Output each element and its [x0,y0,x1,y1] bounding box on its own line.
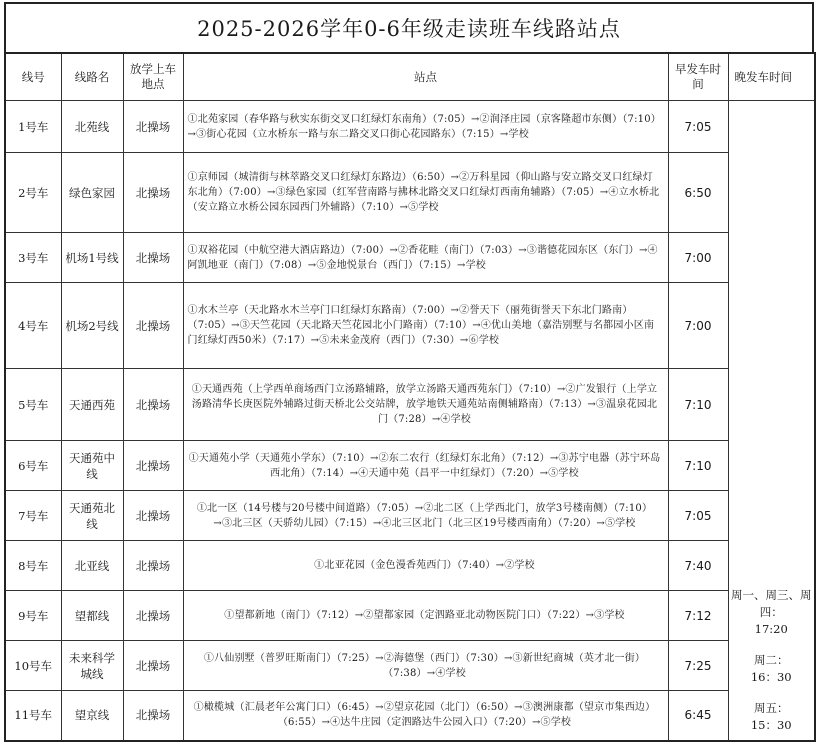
table-row [5,541,815,591]
stops-cell: ①北一区（14号楼与20号楼中间道路）（7:05）→②北二区（上学西北门，放学3号楼南侧）（7:10）→③北三区（天骄幼儿园）（7:15）→④北三区北门（北三区19号楼西南角）（7:20）→⑤学校 [183,491,668,541]
pickup-location-cell: 北操场 [123,233,183,283]
bus-number-cell: 10号车 [5,641,61,691]
early-departure-cell: 7:10 [668,441,728,491]
bus-number-cell: 7号车 [5,491,61,541]
bus-number-cell: 2号车 [5,153,61,233]
pickup-location-cell: 北操场 [123,641,183,691]
late-time-line: 15：30 [750,717,792,732]
route-name-cell: 天通西苑 [61,369,123,441]
header-late: 晚发车时间 [728,53,815,101]
bus-number-cell: 11号车 [5,691,61,741]
bus-number-cell: 6号车 [5,441,61,491]
table-row [5,491,815,541]
stops-cell: ①望都新地（南门）（7:12）→②望都家园（定泗路亚北动物医院门口）（7:22）→③学校 [183,591,668,641]
route-name-cell: 望都线 [61,591,123,641]
bus-number-cell: 1号车 [5,101,61,153]
header-early: 早发车时间 [668,53,728,101]
route-name-cell: 望京线 [61,691,123,741]
early-departure-cell: 7:10 [668,369,728,441]
table-row [5,591,815,641]
early-departure-cell: 7:00 [668,283,728,369]
header-route: 线路名 [61,53,123,101]
route-name-cell: 未来科学城线 [61,641,123,691]
route-name-cell: 天通苑中线 [61,441,123,491]
late-time-line: 17:20 [754,621,788,636]
header-stops: 站点 [183,53,668,101]
table-row [5,233,815,283]
stops-cell: ①北亚花园（金色漫香苑西门）（7:40）→②学校 [183,541,668,591]
route-name-cell: 绿色家园 [61,153,123,233]
bus-number-cell: 3号车 [5,233,61,283]
table-row [5,153,815,233]
bus-number-cell: 4号车 [5,283,61,369]
early-departure-cell: 6:45 [668,691,728,741]
table-row [5,283,815,369]
pickup-location-cell: 北操场 [123,541,183,591]
early-departure-cell: 7:25 [668,641,728,691]
stops-cell: ①双裕花园（中航空港大酒店路边）（7:00）→②香花畦（南门）（7:03）→③谐德花园东区（东门）→④阿凯地亚（南门）（7:08）→⑤金地悦景台（西门）（7:15）→学校 [183,233,668,283]
header-bus: 线号 [5,53,61,101]
bus-number-cell: 8号车 [5,541,61,591]
pickup-location-cell: 北操场 [123,691,183,741]
early-departure-cell: 6:50 [668,153,728,233]
table-row [5,101,815,153]
pickup-location-cell: 北操场 [123,491,183,541]
bus-route-table [4,52,816,742]
early-departure-cell: 7:00 [668,233,728,283]
pickup-location-cell: 北操场 [123,283,183,369]
late-time-line: 16：30 [750,669,792,684]
pickup-location-cell: 北操场 [123,369,183,441]
stops-cell: ①北苑家园（春华路与秋实东街交叉口红绿灯东南角）（7:05）→②润泽庄园（京客隆超市东侧）（7:10）→③街心花园（立水桥东一路与东二路交叉口街心花园路东）（7:15）→学校 [183,101,668,153]
table-row [5,441,815,491]
header-pickup: 放学上车地点 [123,53,183,101]
early-departure-cell: 7:05 [668,101,728,153]
table-row [5,691,815,741]
stops-cell: ①京师园（城清街与林萃路交叉口红绿灯东路边）（6:50）→②万科星园（仰山路与安立路交叉口红绿灯东北角）（7:00）→③绿色家园（红军营南路与拂林北路交叉口红绿灯西南角辅路）（7:05）→④立水桥北（安立路立水桥公园东园西门外辅路）（7:10）→⑤学校 [183,153,668,233]
table-row [5,369,815,441]
bus-number-cell: 5号车 [5,369,61,441]
stops-cell: ①橄榄城（汇晨老年公寓门口）（6:45）→②望京花园（北门）（6:50）→③澳洲康都（望京市集西边）（6:55）→④达牛庄园（定泗路达牛公园入口）（7:20）→⑤学校 [183,691,668,741]
late-departure-cell [728,101,815,741]
route-name-cell: 北亚线 [61,541,123,591]
stops-cell: ①天通苑小学（天通苑小学东）（7:10）→②东二农行（红绿灯东北角）（7:12）→③苏宁电器（苏宁环岛西北角）（7:14）→④天通中苑（昌平一中红绿灯）（7:20）→⑤学校 [183,441,668,491]
pickup-location-cell: 北操场 [123,591,183,641]
page-title: 2025-2026学年0-6年级走读班车线路站点 [4,2,814,52]
header-row [5,53,815,101]
route-name-cell: 机场2号线 [61,283,123,369]
bus-number-cell: 9号车 [5,591,61,641]
route-name-cell: 天通苑北线 [61,491,123,541]
early-departure-cell: 7:12 [668,591,728,641]
late-time-line: 周一、周三、周四： [731,587,812,619]
early-departure-cell: 7:40 [668,541,728,591]
route-name-cell: 机场1号线 [61,233,123,283]
late-time-line: 周五： [754,700,789,715]
early-departure-cell: 7:05 [668,491,728,541]
stops-cell: ①八仙别墅（普罗旺斯南门）（7:25）→②海德堡（西门）（7:30）→③新世纪商城（英才北一街）（7:38）→④学校 [183,641,668,691]
pickup-location-cell: 北操场 [123,101,183,153]
pickup-location-cell: 北操场 [123,153,183,233]
stops-cell: ①水木兰亭（天北路水木兰亭门口红绿灯东路南）（7:00）→②誉天下（丽苑街誉天下东北门路南）（7:05）→③天竺花园（天北路天竺花园北小门路南）（7:10）→④优山美地（嘉浩别墅与名都园小区南门红绿灯西50米）（7:17）→⑤未来金茂府（西门）（7:30）→⑥学校 [183,283,668,369]
route-name-cell: 北苑线 [61,101,123,153]
stops-cell: ①天通西苑（上学西单商场西门立汤路辅路，放学立汤路天通西苑东门）（7:10）→②广发银行（上学立汤路清华长庚医院外辅路过街天桥北公交站牌，放学地铁天通苑站南侧辅路南）（7:13）→③温泉花园北门（7:28）→④学校 [183,369,668,441]
late-time-line: 周二： [754,652,789,667]
pickup-location-cell: 北操场 [123,441,183,491]
table-row [5,641,815,691]
